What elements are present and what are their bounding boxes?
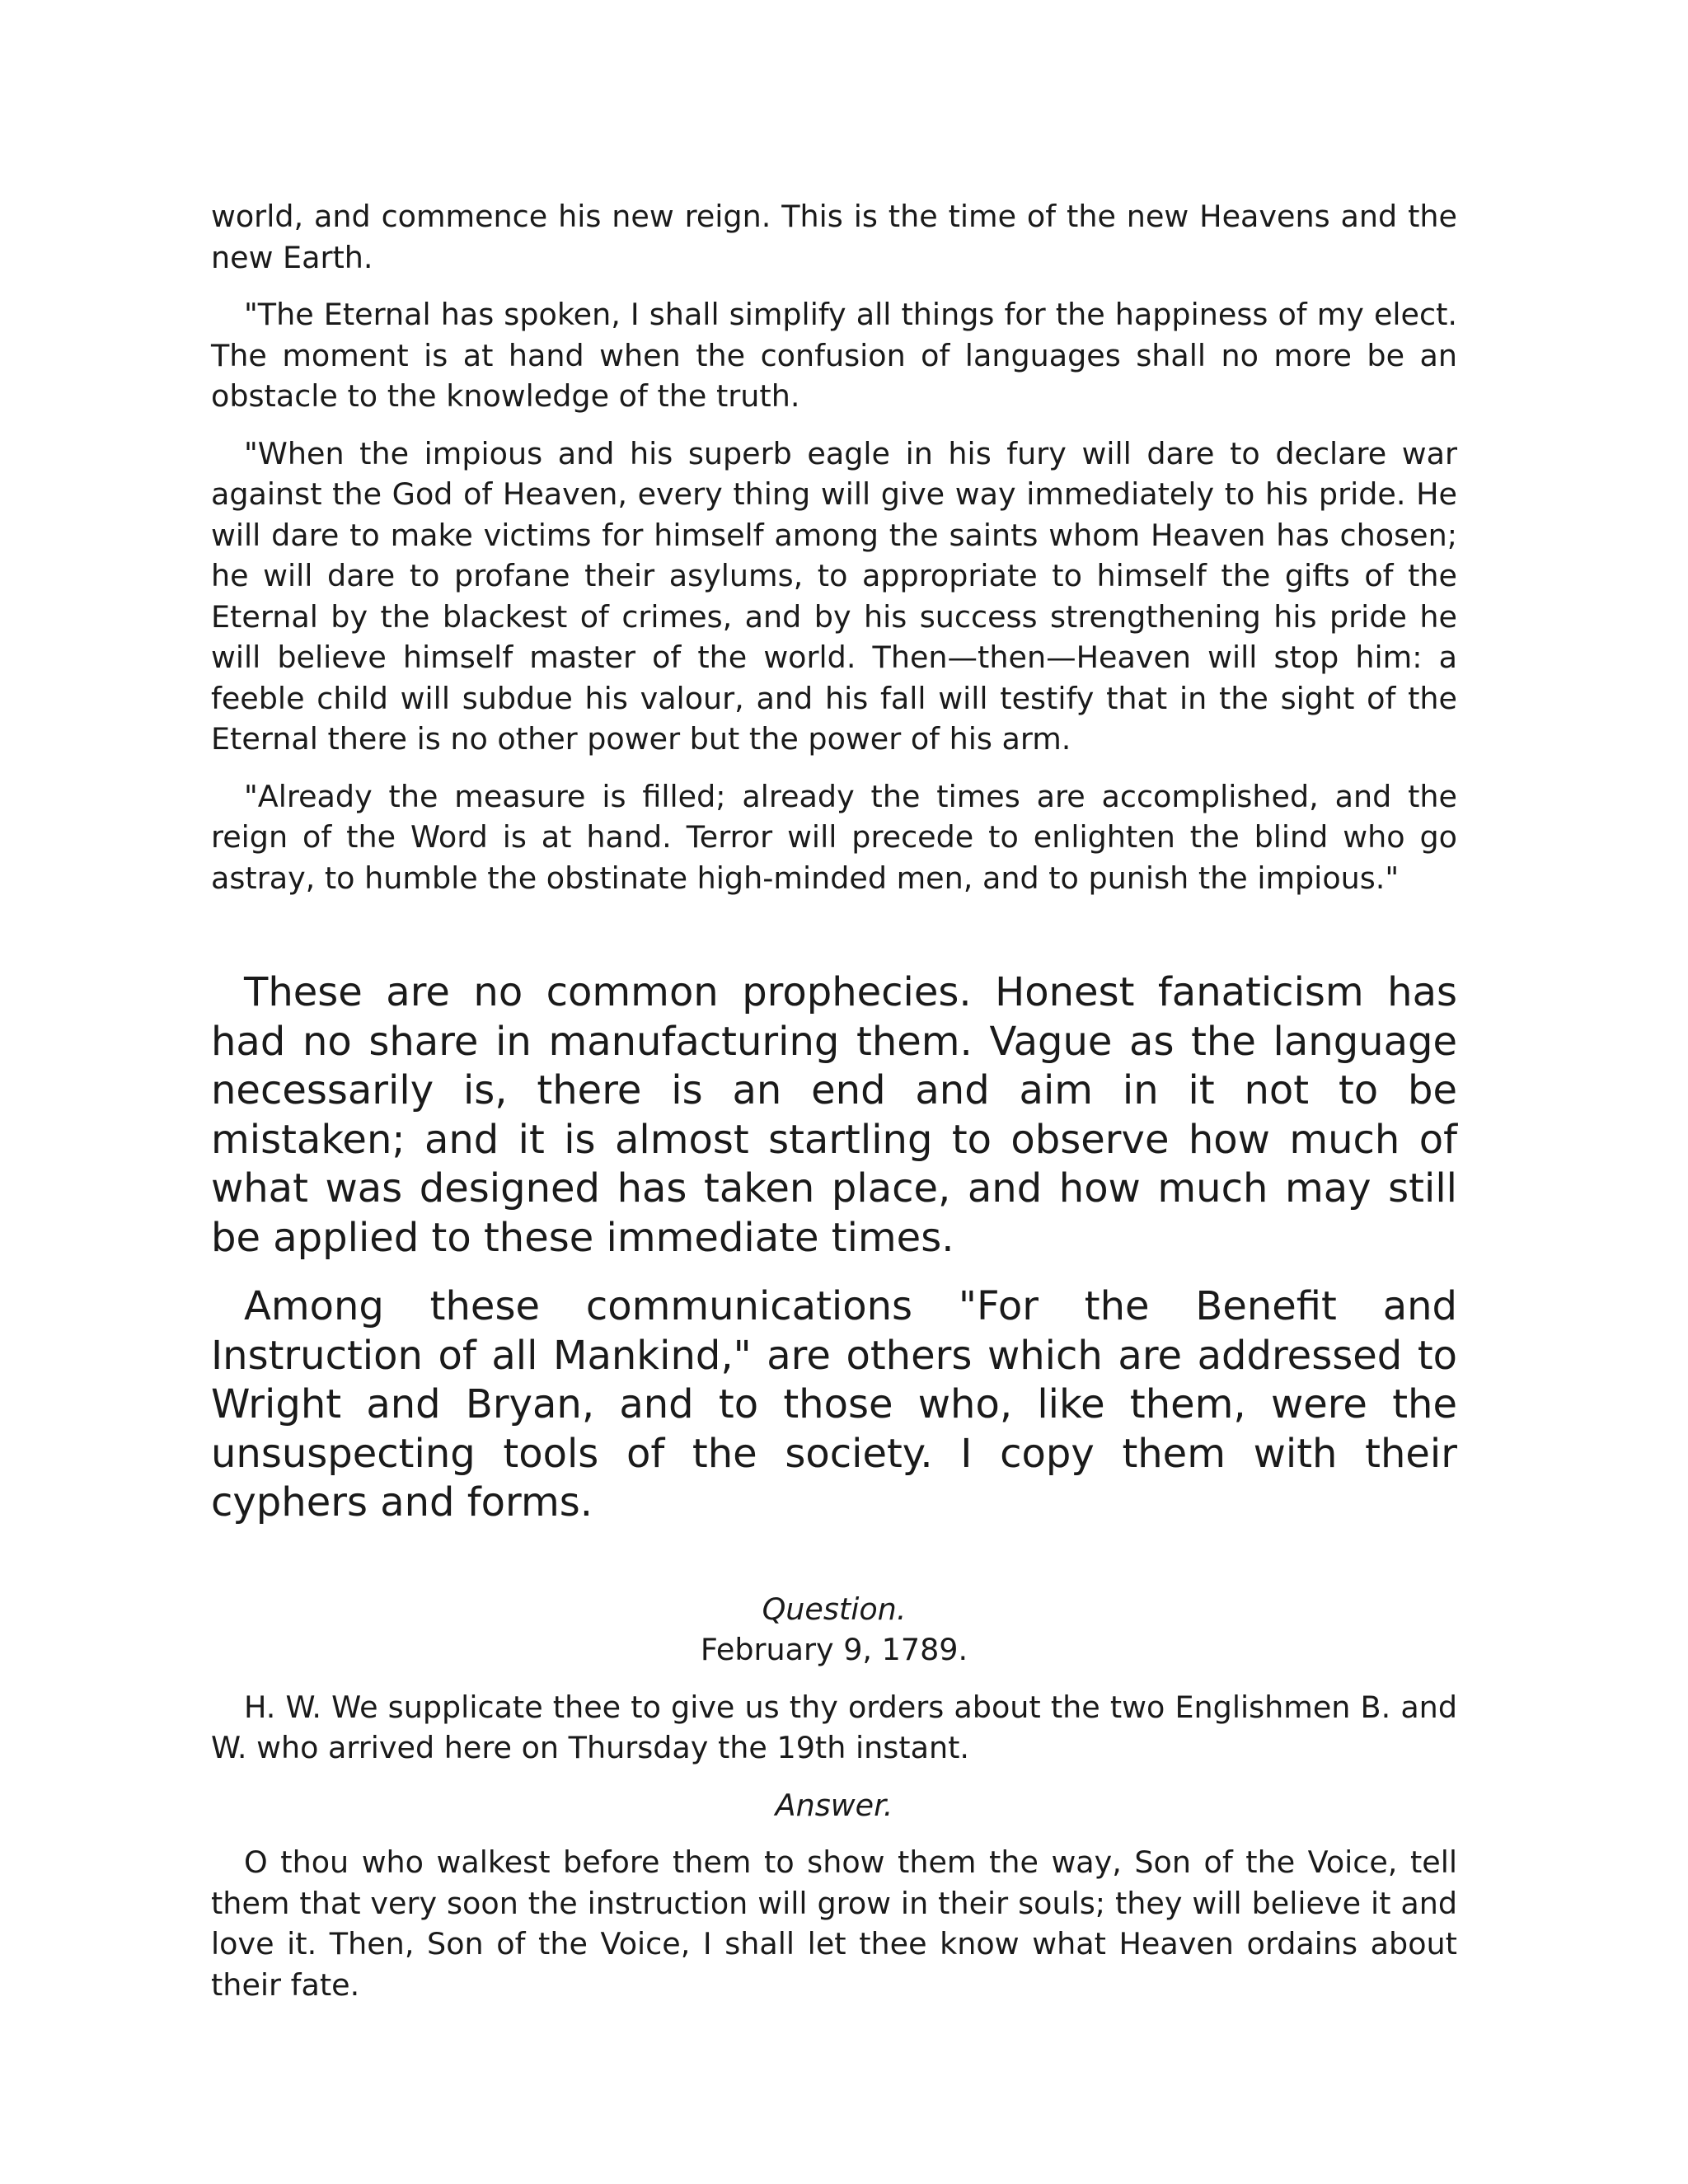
question-text: H. W. We supplicate thee to give us thy orders about the two Englishmen B. and W. who arrived here on Thursday the 19th instant.: [211, 1689, 1457, 1765]
paragraph-measure-filled: "Already the measure is filled; already the times are accomplished, and the reign of the Word is at hand. Terror will precede to enlighten the blind who go astray, to humble the obstinate high-minded men, and to punish the impious.": [211, 778, 1457, 896]
paragraph-continuation: world, and commence his new reign. This is the time of the new Heavens and the new Earth.: [211, 199, 1457, 275]
question-date: February 9, 1789.: [700, 1632, 968, 1667]
paragraph-no-common-prophecies: These are no common prophecies. Honest fanaticism has had no share in manufacturing them. Vague as the language necessarily is, there is an end and aim in it not to be mistaken; and it is almost startling to observe how much of what was designed has taken place, and how much may still be applied to these immediate times.: [211, 969, 1457, 1261]
paragraph-communications: Among these communications "For the Benefit and Instruction of all Mankind," are others which are addressed to Wright and Bryan, and to those who, like them, were the unsuspecting tools of the society. I copy them with their cyphers and forms.: [211, 1283, 1457, 1526]
paragraph-impious-eagle: "When the impious and his superb eagle in his fury will dare to declare war against the God of Heaven, every thing will give way immediately to his pride. He will dare to make victims for himself among the saints whom Heaven has chosen; he will dare to profane their asylums, to appropriate to himself the gifts of the Eternal by the blackest of crimes, and by his success strengthening his pride he will believe himself master of the world. Then—then—Heaven will stop him: a feeble child will subdue his valour, and his fall will testify that in the sight of the Eternal there is no other power but the power of his arm.: [211, 435, 1457, 757]
paragraph-eternal-spoken: "The Eternal has spoken, I shall simplify all things for the happiness of my elect. The moment is at hand when the confusion of languages shall no more be an obstacle to the knowledge of the truth.: [211, 297, 1457, 414]
question-heading: Question.: [762, 1591, 907, 1627]
answer-text: O thou who walkest before them to show them the way, Son of the Voice, tell them that very soon the instruction will grow in their souls; they will believe it and love it. Then, Son of the Voice, I shall let thee know what Heaven ordains about their fate.: [211, 1844, 1457, 2003]
document-page: [211, 196, 1457, 2005]
answer-heading: Answer.: [775, 1787, 893, 1823]
